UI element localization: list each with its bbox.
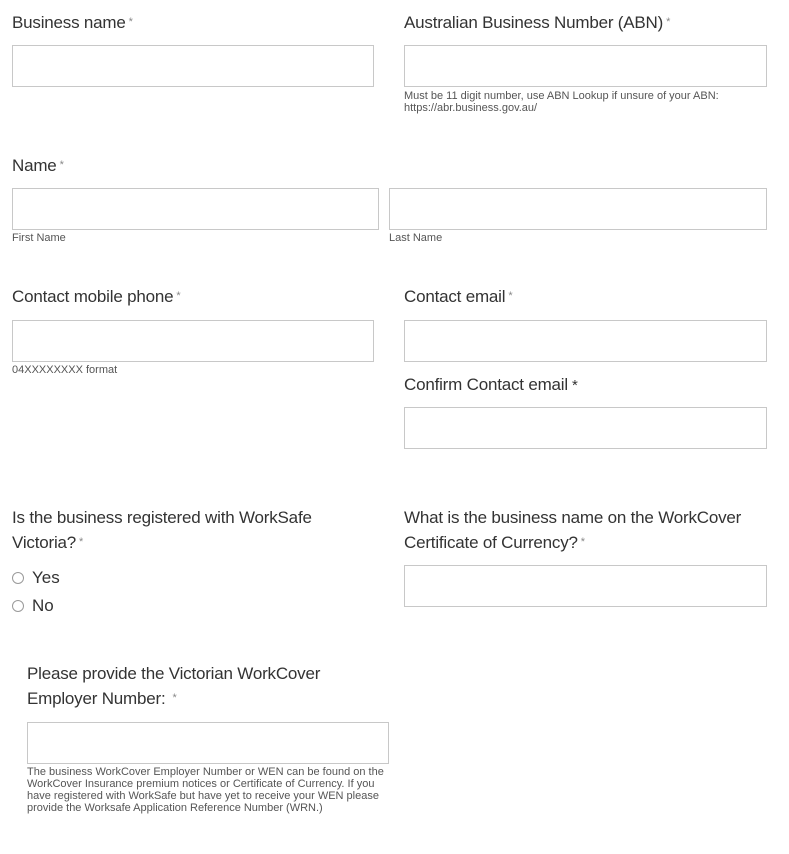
required-marker: * [176,290,181,302]
yes-radio[interactable] [12,572,24,584]
yes-label: Yes [32,568,60,587]
phone-help-text: 04XXXXXXXX format [12,364,118,376]
wen-input[interactable] [27,722,389,764]
abn-label: Australian Business Number (ABN) * [404,13,671,32]
business-name-label: Business name * [12,13,133,32]
email-input[interactable] [404,320,767,362]
email-label: Contact email * [404,287,513,306]
first-name-sublabel: First Name [12,232,66,244]
wen-question: Please provide the Victorian WorkCover Employer Number: * [27,664,321,708]
no-label: No [32,596,54,615]
no-radio[interactable] [12,600,24,612]
required-marker: * [666,16,671,28]
name-label: Name * [12,156,64,175]
business-name-input[interactable] [12,45,374,87]
required-marker: * [59,159,64,171]
phone-label: Contact mobile phone * [12,287,181,306]
certificate-name-input[interactable] [404,565,767,607]
abn-input[interactable] [404,45,767,87]
worksafe-option-yes[interactable] [12,567,60,589]
worksafe-question: Is the business registered with WorkSafe Victoria? * [12,508,312,552]
required-marker: * [79,536,84,548]
confirm-email-input[interactable] [404,407,767,449]
last-name-sublabel: Last Name [389,232,443,244]
required-marker: * [508,290,513,302]
confirm-email-label: Confirm Contact email * [404,375,578,394]
phone-input[interactable] [12,320,374,362]
wen-help-text: The business WorkCover Employer Number or WEN can be found on the WorkCover Insurance premium notices or Certificate of Currency. If you have registered with WorkSafe but have yet to receive your WEN please provide the Worksafe Application Reference Number (WRN.) [27,766,384,814]
required-marker: * [571,377,578,394]
worksafe-option-no[interactable] [12,595,54,617]
certificate-question: What is the business name on the WorkCover Certificate of Currency? * [404,508,742,552]
abn-help-text: Must be 11 digit number, use ABN Lookup if unsure of your ABN: https://abr.business.gov.au/ [404,90,719,114]
last-name-input[interactable] [389,188,767,230]
required-marker: * [580,536,585,548]
required-marker: * [128,16,133,28]
first-name-input[interactable] [12,188,379,230]
required-marker: * [172,692,177,704]
